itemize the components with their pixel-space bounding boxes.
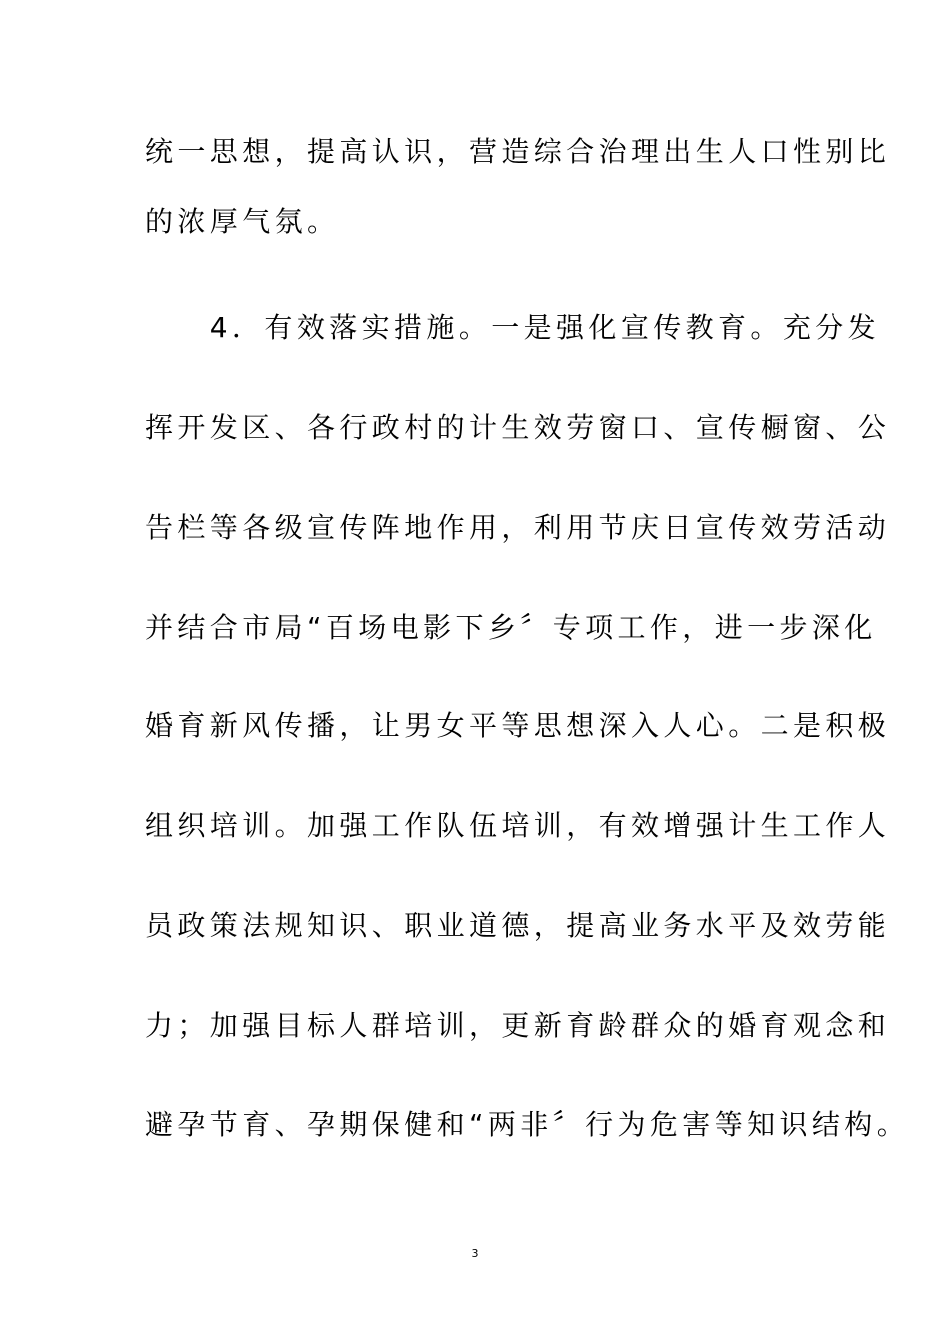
text-line: 统一思想，提高认识，营造综合治理出生人口性别比 [145,135,891,168]
text-line: 力；加强目标人群培训，更新育龄群众的婚育观念和 [145,1009,891,1042]
page-number: 3 [471,1247,479,1260]
text-line: 并结合市局“百场电影下乡〞专项工作，进一步深化 [145,611,877,644]
text-line: 员政策法规知识、职业道德，提高业务水平及效劳能 [145,909,891,942]
text-line: 挥开发区、各行政村的计生效劳窗口、宣传橱窗、公 [145,411,891,444]
text-line: 组织培训。加强工作队伍培训，有效增强计生工作人 [145,809,891,842]
text-line: 婚育新风传播，让男女平等思想深入人心。二是积极 [145,709,891,742]
text-line: 的浓厚气氛。 [145,205,340,238]
text-line: 4．有效落实措施。一是强化宣传教育。充分发 [145,311,881,344]
text-line: 避孕节育、孕期保健和“两非〞行为危害等知识结构。 [145,1108,910,1141]
text-line: 告栏等各级宣传阵地作用，利用节庆日宣传效劳活动 [145,511,891,544]
